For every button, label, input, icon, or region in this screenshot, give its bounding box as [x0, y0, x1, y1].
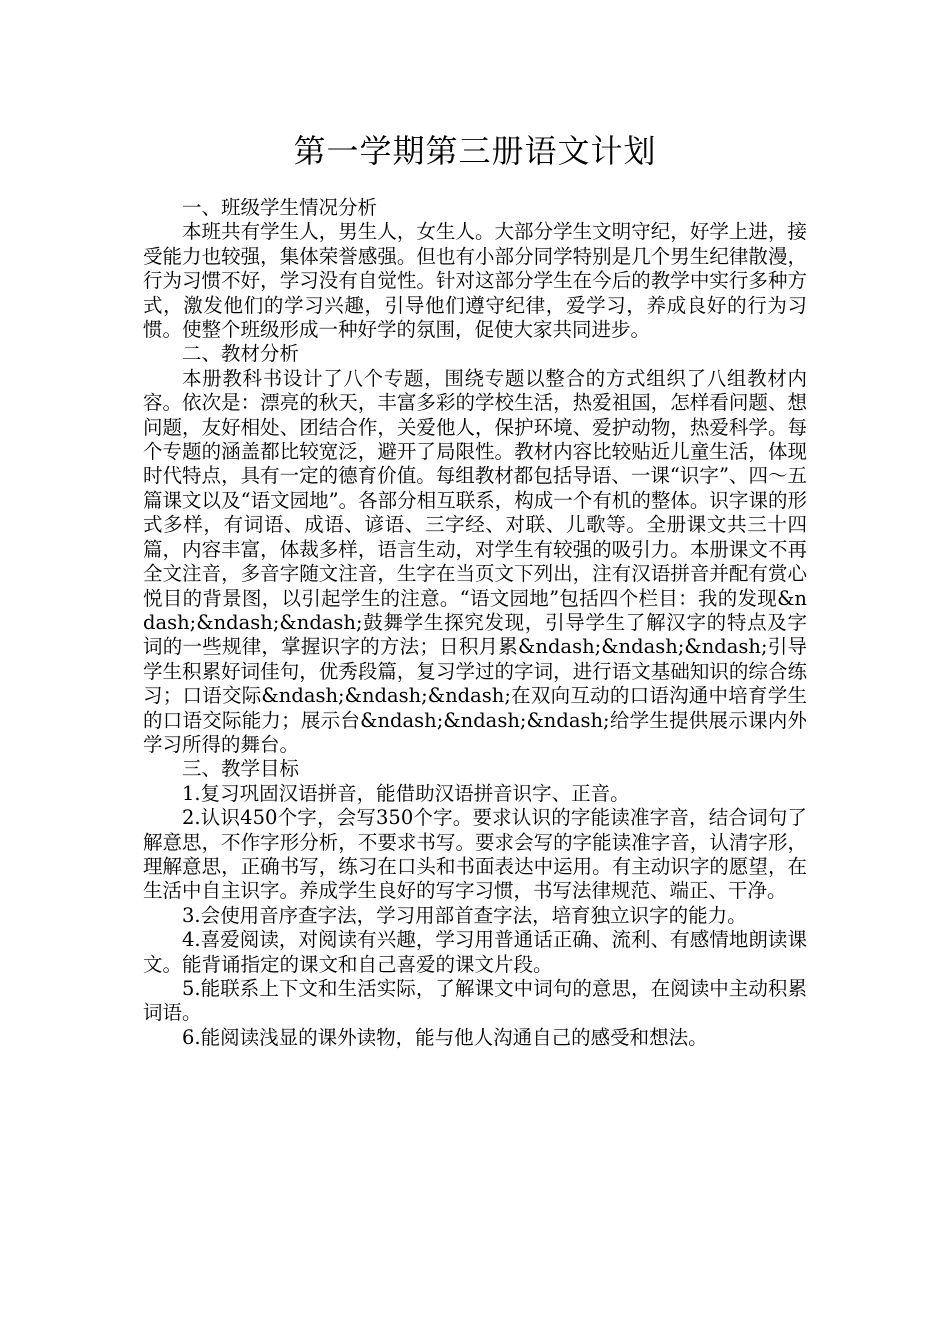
section-textbook-analysis — [143, 342, 807, 757]
goal-item: 3.会使用音序查字法，学习用部首查字法，培育独立识字的能力。 — [182, 903, 747, 927]
section-heading: 一、班级学生情况分析 — [182, 196, 378, 219]
section-class-analysis — [143, 196, 807, 342]
section-paragraph: 本册教科书设计了八个专题，围绕专题以整合的方式组织了八组教材内容。依次是：漂亮的秋天，丰富多彩的学校生活，热爱祖国，怎样看问题、想问题，友好相处、团结合作，关爱他人，保护环境、爱护动物，热爱科学。每个专题的涵盖都比较宽泛，避开了局限性。教材内容比较贴近儿童生活，体现时代特点，具有一定的德育价值。每组教材都包括导语、一课“识字”、四～五篇课文以及“语文园地”。各部分相互联系，构成一个有机的整体。识字课的形式多样，有词语、成语、谚语、三字经、对联、儿歌等。全册课文共三十四篇，内容丰富，体裁多样，语言生动，对学生有较强的吸引力。本册课文不再全文注音，多音字随文注音，生字在当页文下列出，注有汉语拼音并配有赏心悦目的背景图，以引起学生的注意。“语文园地”包括四个栏目：我的发现&ndash;&ndash;&ndash;鼓舞学生探究发现，引导学生了解汉字的特点及字词的一些规律，掌握识字的方法；日积月累&ndash;&ndash;&ndash;引导学生积累好词佳句，优秀段篇，复习学过的字词，进行语文基础知识的综合练习；口语交际&ndash;&ndash;&ndash;在双向互动的口语沟通中培育学生的口语交际能力；展示台&ndash;&ndash;&ndash;给学生提供展示课内外学习所得的舞台。 — [143, 366, 807, 756]
section-teaching-goals — [143, 757, 807, 1050]
goal-item: 2.认识450个字，会写350个字。要求认识的字能读准字音，结合词句了解意思，不作字形分析，不要求书写。要求会写的字能读准字音，认清字形，理解意思，正确书写，练习在口头和书面表达中运用。有主动识字的愿望，在生活中自主识字。养成学生良好的写字习惯，书写法律规范、端正、干净。 — [143, 806, 807, 903]
goal-item: 4.喜爱阅读，对阅读有兴趣，学习用普通话正确、流利、有感情地朗读课文。能背诵指定的课文和自己喜爱的课文片段。 — [143, 928, 807, 976]
goal-item: 1.复习巩固汉语拼音，能借助汉语拼音识字、正音。 — [182, 781, 630, 805]
document-page — [143, 126, 807, 1050]
section-heading: 二、教材分析 — [182, 342, 300, 366]
section-paragraph: 本班共有学生人，男生人，女生人。大部分学生文明守纪，好学上进，接受能力也较强，集体荣誉感强。但也有小部分同学特别是几个男生纪律散漫，行为习惯不好，学习没有自觉性。针对这部分学生在今后的教学中实行多种方式，激发他们的学习兴趣，引导他们遵守纪律，爱学习，养成良好的行为习惯。使整个班级形成一种好学的氛围，促使大家共同进步。 — [143, 220, 807, 342]
document-title: 第一学期第三册语文计划 — [293, 132, 657, 170]
goal-item: 6.能阅读浅显的课外读物，能与他人沟通自己的感受和想法。 — [182, 1025, 708, 1049]
section-heading: 三、教学目标 — [182, 757, 300, 781]
goal-item: 5.能联系上下文和生活实际，了解课文中词句的意思，在阅读中主动积累词语。 — [143, 977, 807, 1025]
document-body — [143, 196, 807, 1050]
